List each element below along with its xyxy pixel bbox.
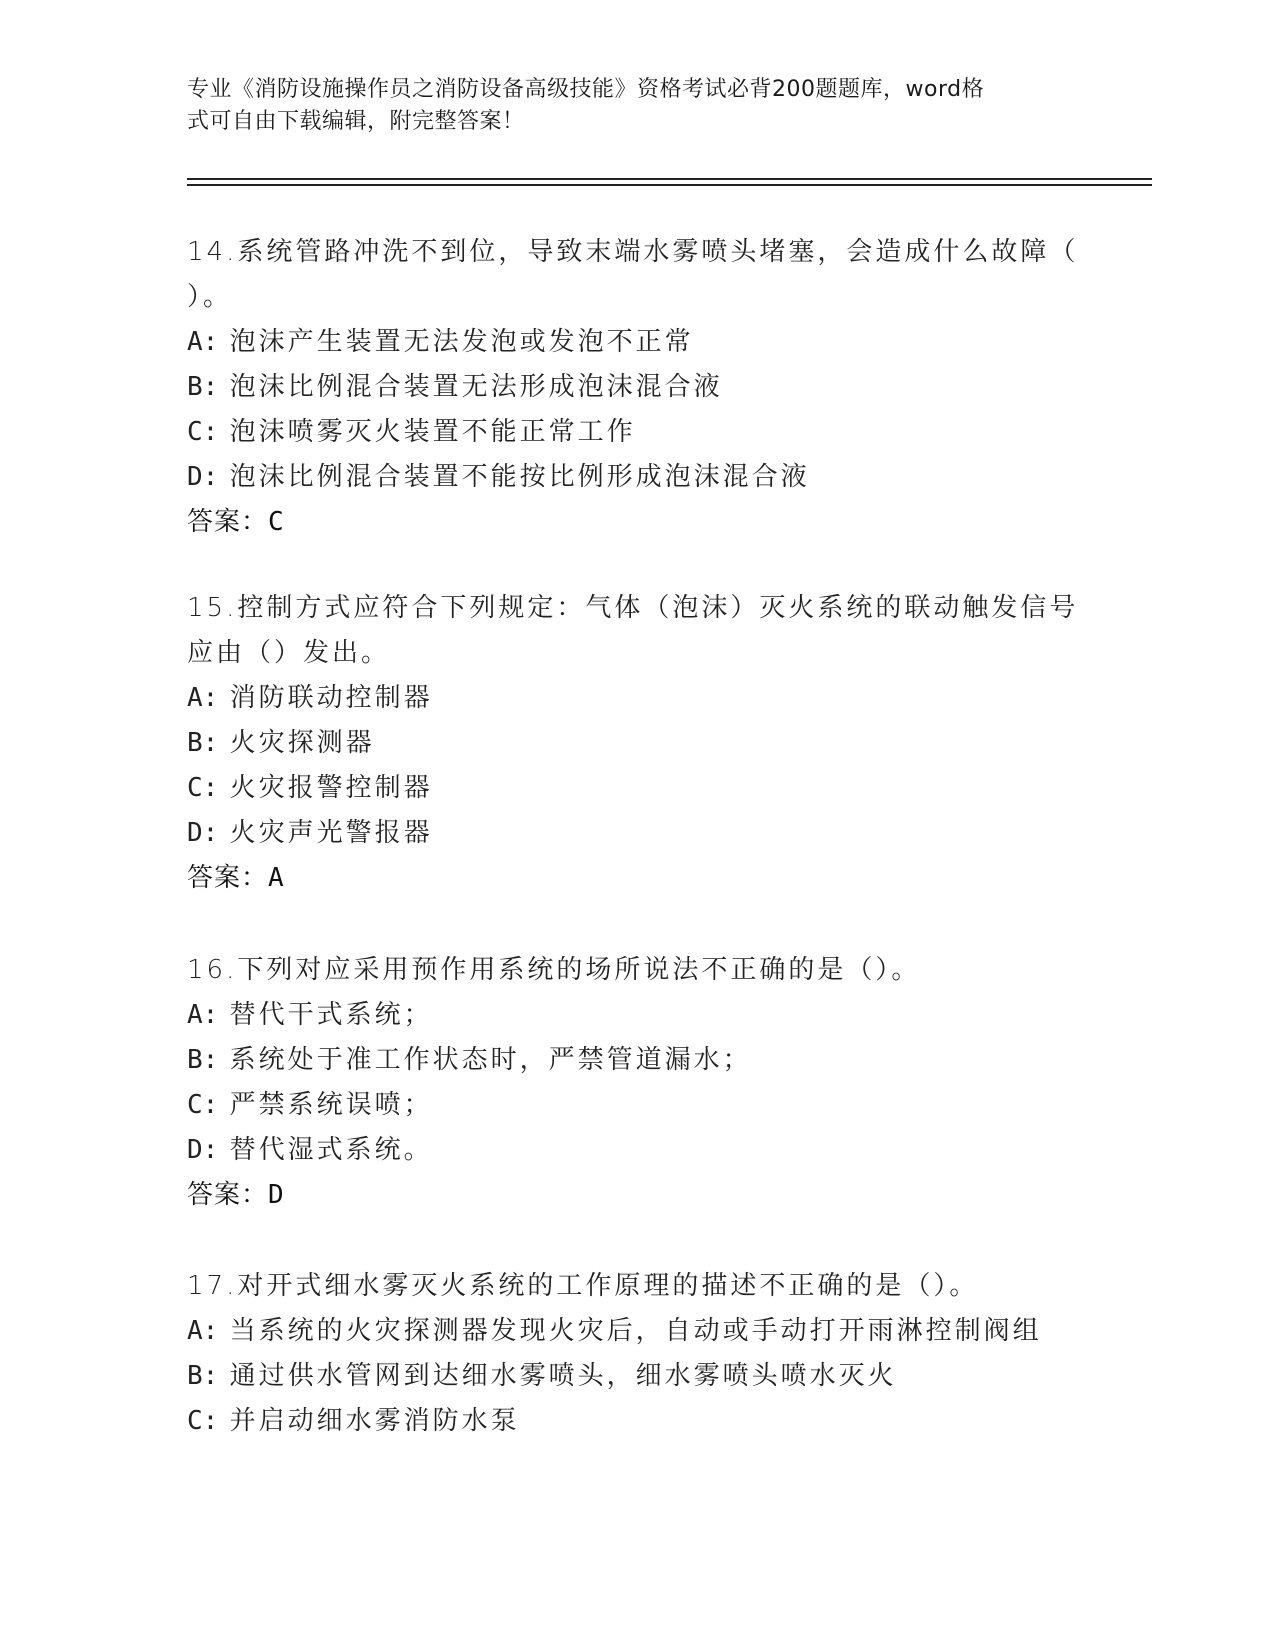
header-line-2: 式可自由下载编辑，附完整答案！ [187,109,525,134]
option-text: 系统处于准工作状态时，严禁管道漏水； [229,1045,752,1075]
question-stem: ）。 [187,282,233,312]
option-text: 通过供水管网到达细水雾喷头，细水雾喷头喷水灭火 [229,1361,897,1391]
answer-value: C [268,507,285,537]
question-14 [187,230,1087,545]
answer-line [187,856,1087,901]
option-d [187,1128,1087,1173]
option-letter: A: [187,1316,219,1346]
option-letter: D: [187,462,219,492]
question-15 [187,586,1087,901]
option-b [187,721,1087,766]
option-a [187,1309,1087,1354]
option-letter: D: [187,1135,219,1165]
answer-value: A [268,863,285,893]
answer-label: 答案： [187,863,269,893]
answer-line [187,1173,1087,1218]
option-a [187,676,1087,721]
option-c [187,1399,1087,1444]
option-text: 泡沫比例混合装置不能按比例形成泡沫混合液 [229,462,810,492]
option-letter: B: [187,1045,219,1075]
option-text: 替代湿式系统。 [229,1135,433,1165]
option-letter: C: [187,417,219,447]
option-text: 替代干式系统； [229,1000,433,1030]
option-c [187,1083,1087,1128]
question-16 [187,948,1087,1218]
option-letter: B: [187,1361,219,1391]
question-stem: 应由（）发出。 [187,638,391,668]
option-text: 泡沫比例混合装置无法形成泡沫混合液 [229,372,723,402]
option-text: 消防联动控制器 [229,683,433,713]
option-letter: B: [187,372,219,402]
question-stem: 15.控制方式应符合下列规定：气体（泡沫）灭火系统的联动触发信号 [187,593,1079,623]
header-divider-top [187,178,1152,180]
option-letter: B: [187,728,219,758]
question-stem: 16.下列对应采用预作用系统的场所说法不正确的是（）。 [187,955,921,985]
option-text: 严禁系统误喷； [229,1090,433,1120]
option-b [187,365,1087,410]
option-text: 火灾声光警报器 [229,818,433,848]
option-letter: C: [187,1406,219,1436]
option-letter: A: [187,1000,219,1030]
option-letter: D: [187,818,219,848]
option-d [187,811,1087,856]
option-letter: A: [187,683,219,713]
option-text: 火灾报警控制器 [229,773,433,803]
option-letter: C: [187,773,219,803]
option-c [187,410,1087,455]
answer-label: 答案： [187,507,269,537]
document-header [187,74,1067,138]
header-divider-bottom [187,184,1152,186]
option-text: 火灾探测器 [229,728,375,758]
question-stem: 14.系统管路冲洗不到位，导致末端水雾喷头堵塞，会造成什么故障（ [187,237,1079,267]
question-17 [187,1264,1087,1444]
answer-line [187,500,1087,545]
option-b [187,1038,1087,1083]
header-line-1: 专业《消防设施操作员之消防设备高级技能》资格考试必背200题题库，word格 [187,77,985,102]
question-stem: 17.对开式细水雾灭火系统的工作原理的描述不正确的是（）。 [187,1271,979,1301]
option-text: 并启动细水雾消防水泵 [229,1406,520,1436]
option-text: 泡沫产生装置无法发泡或发泡不正常 [229,327,694,357]
answer-value: D [268,1180,285,1210]
option-c [187,766,1087,811]
answer-label: 答案： [187,1180,269,1210]
option-letter: A: [187,327,219,357]
option-letter: C: [187,1090,219,1120]
option-d [187,455,1087,500]
option-text: 泡沫喷雾灭火装置不能正常工作 [229,417,636,447]
option-b [187,1354,1087,1399]
option-text: 当系统的火灾探测器发现火灾后，自动或手动打开雨淋控制阀组 [229,1316,1042,1346]
option-a [187,320,1087,365]
option-a [187,993,1087,1038]
